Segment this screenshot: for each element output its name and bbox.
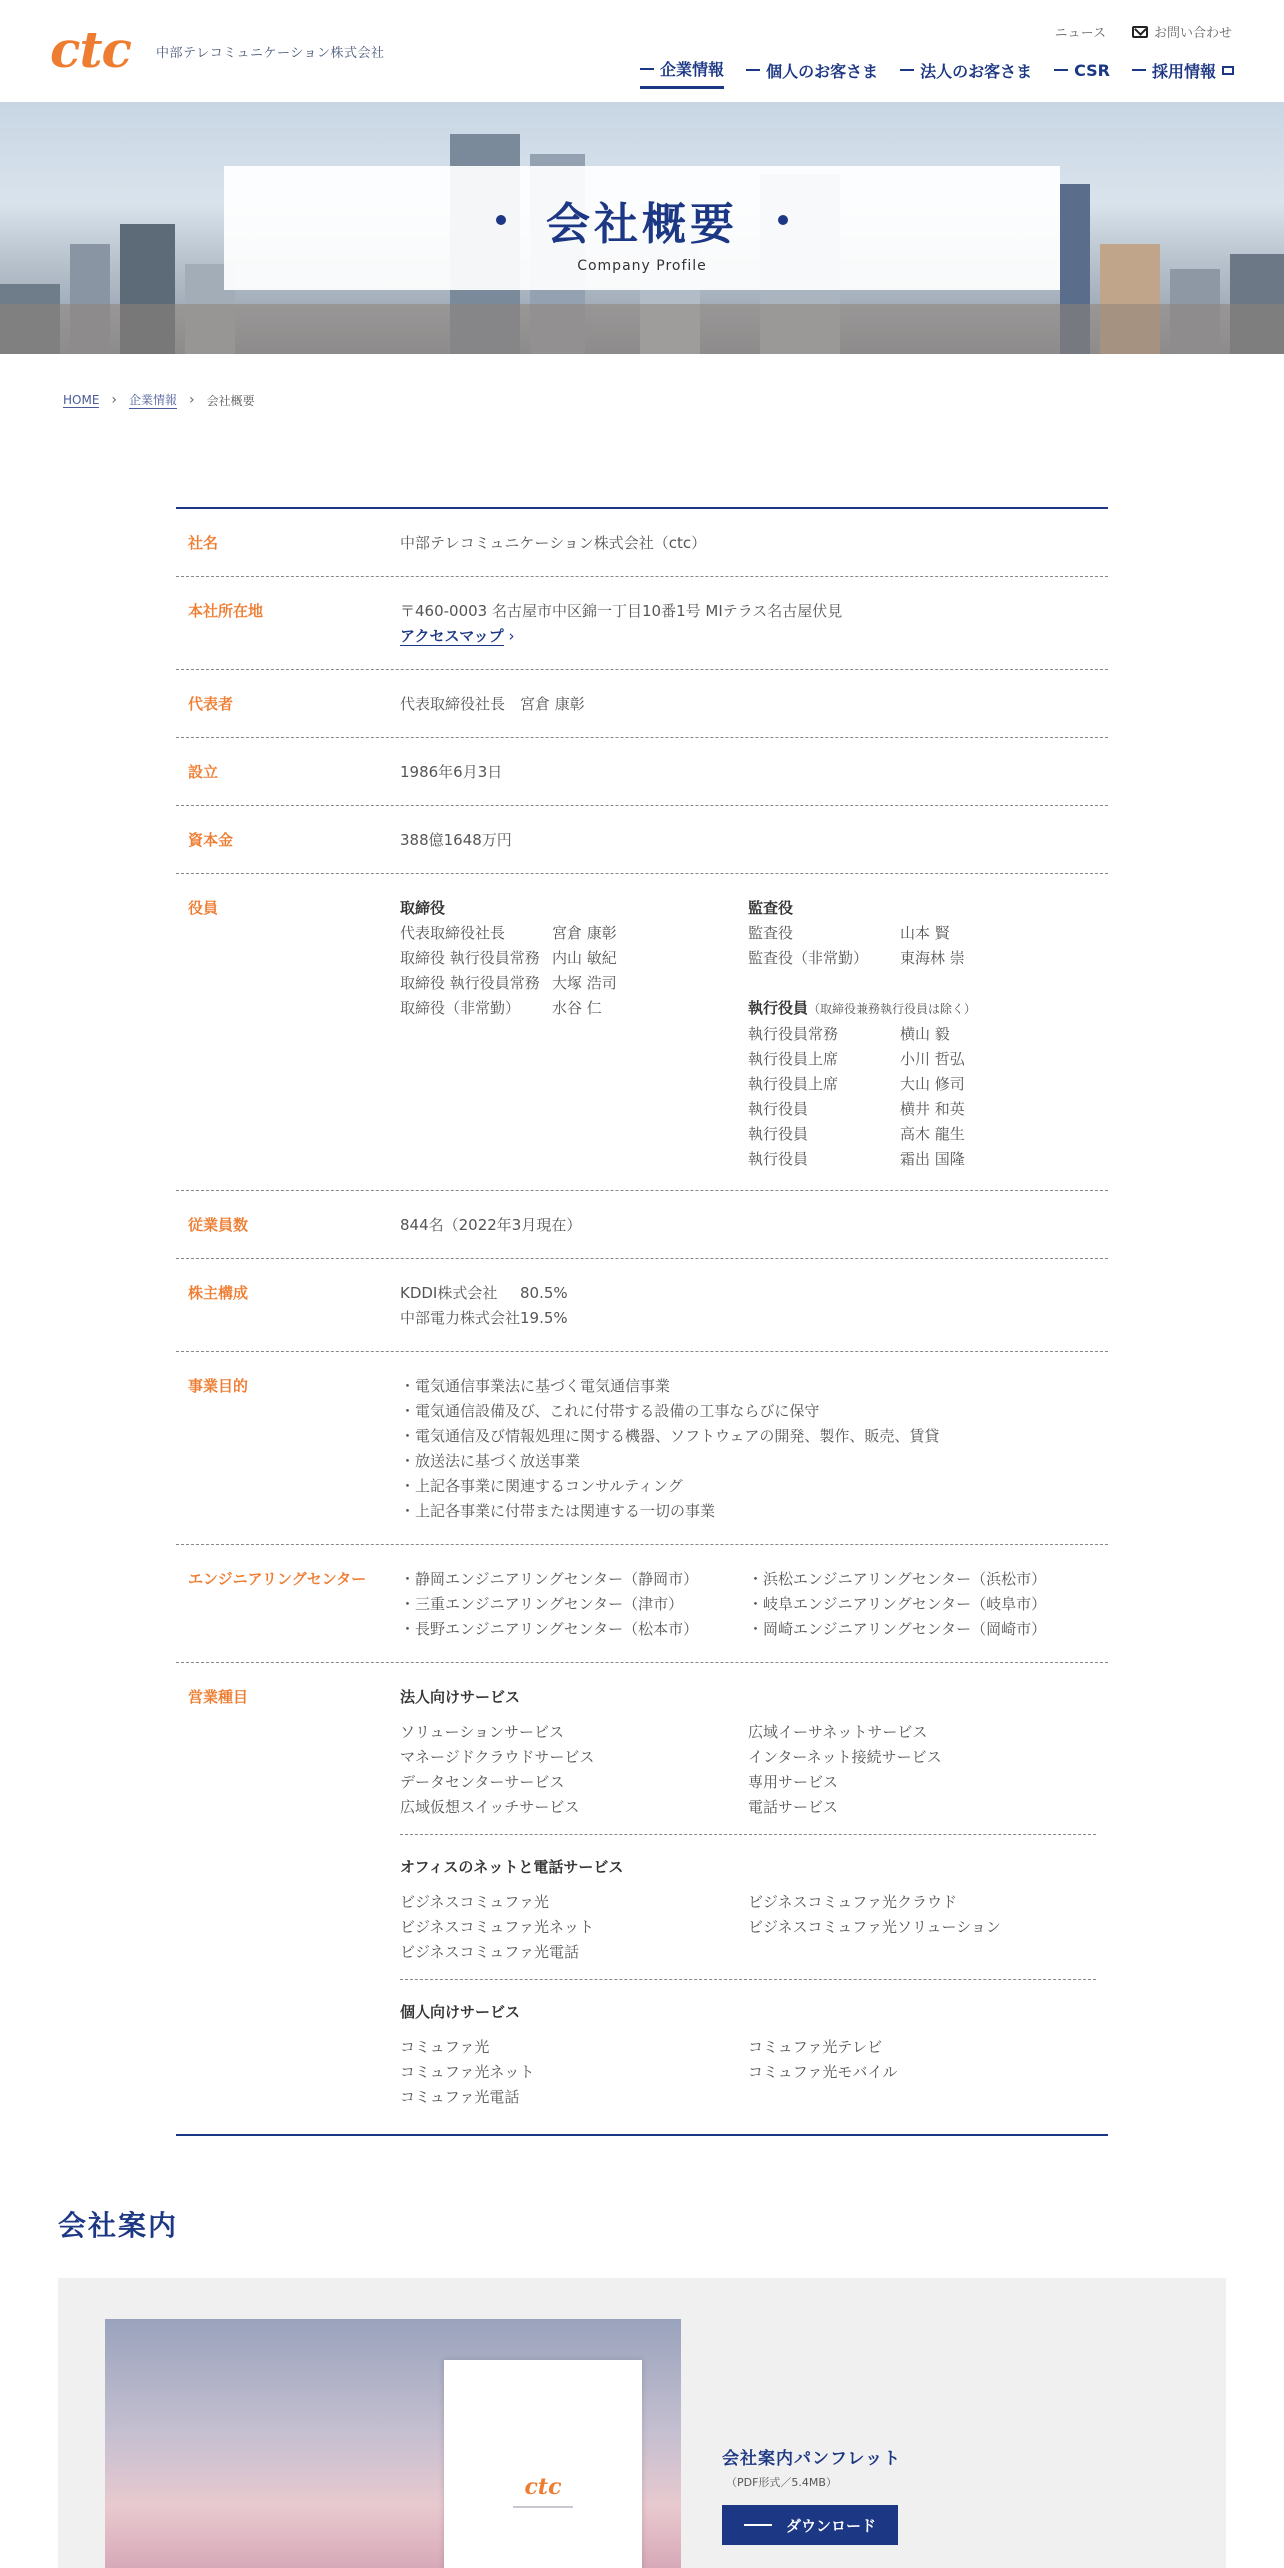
page-title xyxy=(224,188,1060,252)
breadcrumb-current: 会社概要 xyxy=(206,393,255,408)
purpose-item: ・上記各事業に付帯または関連する一切の事業 xyxy=(400,1502,716,1520)
directors-heading: 取締役 xyxy=(400,899,446,917)
officer-item: 執行役員 霜出 国隆 xyxy=(748,1150,965,1168)
row-company-name xyxy=(176,509,1108,577)
nav-label: 法人のお客さま xyxy=(920,61,1033,81)
executives-heading: 執行役員（取締役兼務執行役員は除く） xyxy=(748,999,977,1017)
shareholder-item: 中部電力株式会社 19.5% xyxy=(400,1309,568,1327)
row-officers xyxy=(176,874,1108,1191)
breadcrumb-corporate-info[interactable]: 企業情報 xyxy=(129,393,178,407)
pamphlet-cover xyxy=(444,2360,642,2568)
pamphlet-ctc-logo: ctc xyxy=(524,2474,562,2500)
dash-icon xyxy=(1132,69,1146,71)
contact-link[interactable] xyxy=(1132,22,1232,41)
service-group xyxy=(400,1685,1096,1834)
row-label: 株主構成 xyxy=(188,1284,249,1302)
city-ground xyxy=(0,304,1284,354)
hero-title-box xyxy=(224,166,1060,290)
service-item: データセンターサービス xyxy=(400,1773,565,1791)
officer-item: 執行役員常務 横山 毅 xyxy=(748,1025,950,1043)
nav-label: 企業情報 xyxy=(660,60,725,79)
service-item: 専用サービス xyxy=(748,1773,839,1791)
bullet-dot-icon xyxy=(496,215,506,225)
service-item: マネージドクラウドサービス xyxy=(400,1748,595,1766)
row-label: 事業目的 xyxy=(188,1377,249,1395)
pamphlet-file-info: （PDF形式／5.4MB） xyxy=(726,2476,837,2489)
engineering-center-item: ・岐阜エンジニアリングセンター（岐阜市） xyxy=(748,1595,1047,1613)
breadcrumb-home[interactable]: HOME xyxy=(63,392,100,407)
row-label: 役員 xyxy=(188,899,219,917)
purpose-item: ・電気通信及び情報処理に関する機器、ソフトウェアの開発、製作、販売、賃貸 xyxy=(400,1427,940,1445)
row-address xyxy=(176,577,1108,670)
row-value: 代表取締役社長 宮倉 康彰 xyxy=(400,695,585,713)
row-shareholders xyxy=(176,1259,1108,1352)
global-nav xyxy=(640,57,1234,89)
download-button[interactable] xyxy=(722,2505,898,2545)
engineering-center-item: ・三重エンジニアリングセンター（津市） xyxy=(400,1595,684,1613)
engineering-center-item: ・長野エンジニアリングセンター（松本市） xyxy=(400,1620,699,1638)
chevron-right-icon: › xyxy=(508,627,515,645)
pamphlet-image xyxy=(105,2319,681,2568)
engineering-center-item: ・静岡エンジニアリングセンター（静岡市） xyxy=(400,1570,699,1588)
officer-item: 監査役（非常勤） 東海林 崇 xyxy=(748,949,965,967)
company-name: 中部テレコミュニケーション株式会社 xyxy=(156,46,385,61)
service-item: 広域イーサネットサービス xyxy=(748,1723,928,1741)
nav-label: CSR xyxy=(1074,60,1110,80)
nav-csr[interactable] xyxy=(1054,57,1110,89)
service-item: ビジネスコミュファ光クラウド xyxy=(748,1893,957,1911)
download-label: ダウンロード xyxy=(785,2516,876,2535)
officer-item: 監査役 山本 賢 xyxy=(748,924,950,942)
row-engineering-centers xyxy=(176,1545,1108,1663)
dash-icon xyxy=(744,2524,772,2526)
service-item: コミュファ光テレビ xyxy=(748,2038,883,2056)
pamphlet-decor-line xyxy=(513,2506,573,2508)
row-representative xyxy=(176,670,1108,738)
service-item: コミュファ光モバイル xyxy=(748,2063,898,2081)
service-group-title: 個人向けサービス xyxy=(400,2003,521,2021)
service-group xyxy=(400,1834,1096,1979)
dash-icon xyxy=(1054,69,1068,71)
officer-item: 執行役員上席 大山 修司 xyxy=(748,1075,965,1093)
hero-banner xyxy=(0,102,1284,354)
row-founded xyxy=(176,738,1108,806)
mail-icon xyxy=(1132,26,1148,38)
ctc-logo[interactable]: ctc xyxy=(50,20,131,79)
officer-item: 取締役 執行役員常務 内山 敏紀 xyxy=(400,949,617,967)
service-item: コミュファ光 xyxy=(400,2038,490,2056)
utility-nav xyxy=(1055,22,1232,41)
service-item: インターネット接続サービス xyxy=(748,1748,942,1766)
page-subtitle: Company Profile xyxy=(577,258,707,274)
row-label: 社名 xyxy=(188,534,219,552)
row-value: 〒460-0003 名古屋市中区錦一丁目10番1号 MIテラス名古屋伏見 xyxy=(400,602,843,620)
service-group-title: オフィスのネットと電話サービス xyxy=(400,1858,624,1876)
officer-item: 取締役 執行役員常務 大塚 浩司 xyxy=(400,974,617,992)
officer-item: 執行役員上席 小川 哲弘 xyxy=(748,1050,965,1068)
access-map-link[interactable]: アクセスマップ xyxy=(400,627,504,645)
service-item: ソリューションサービス xyxy=(400,1723,564,1741)
row-purpose xyxy=(176,1352,1108,1545)
service-item: 電話サービス xyxy=(748,1798,839,1816)
pamphlet-title: 会社案内パンフレット xyxy=(722,2449,902,2469)
row-value: 1986年6月3日 xyxy=(400,763,503,781)
engineering-center-item: ・浜松エンジニアリングセンター（浜松市） xyxy=(748,1570,1047,1588)
nav-label: 採用情報 xyxy=(1151,61,1216,81)
executives-note: （取締役兼務執行役員は除く） xyxy=(808,1002,977,1016)
site-header xyxy=(0,0,1284,102)
service-item: コミュファ光電話 xyxy=(400,2088,520,2106)
officer-item: 執行役員 横井 和英 xyxy=(748,1100,965,1118)
row-value: 844名（2022年3月現在） xyxy=(400,1216,582,1234)
dash-icon xyxy=(900,69,914,71)
officer-item: 取締役（非常勤） 水谷 仁 xyxy=(400,999,602,1017)
bullet-dot-icon xyxy=(778,215,788,225)
row-label: 資本金 xyxy=(188,831,234,849)
service-item: ビジネスコミュファ光ソリューション xyxy=(748,1918,1001,1936)
nav-business[interactable] xyxy=(900,57,1032,89)
nav-corporate-info[interactable] xyxy=(640,57,724,89)
purpose-item: ・上記各事業に関連するコンサルティング xyxy=(400,1477,683,1495)
external-window-icon xyxy=(1222,66,1234,75)
contact-label: お問い合わせ xyxy=(1153,26,1232,41)
company-profile-table xyxy=(176,507,1108,2136)
row-label: 従業員数 xyxy=(188,1216,249,1234)
row-services xyxy=(176,1663,1108,2134)
row-label: エンジニアリングセンター xyxy=(188,1570,367,1588)
dash-icon xyxy=(746,69,760,71)
purpose-item: ・放送法に基づく放送事業 xyxy=(400,1452,581,1470)
breadcrumb xyxy=(63,391,255,409)
officer-item: 代表取締役社長 宮倉 康彰 xyxy=(400,924,617,942)
row-capital xyxy=(176,806,1108,874)
purpose-item: ・電気通信事業法に基づく電気通信事業 xyxy=(400,1377,671,1395)
row-employees xyxy=(176,1191,1108,1259)
service-item: ビジネスコミュファ光電話 xyxy=(400,1943,579,1961)
service-item: ビジネスコミュファ光ネット xyxy=(400,1918,594,1936)
officer-item: 執行役員 高木 龍生 xyxy=(748,1125,965,1143)
row-label: 設立 xyxy=(188,763,219,781)
purpose-item: ・電気通信設備及び、これに付帯する設備の工事ならびに保守 xyxy=(400,1402,820,1420)
service-group-title: 法人向けサービス xyxy=(400,1688,521,1706)
engineering-center-item: ・岡崎エンジニアリングセンター（岡崎市） xyxy=(748,1620,1047,1638)
page-title-text: 会社概要 xyxy=(546,199,738,250)
row-value: 388億1648万円 xyxy=(400,831,512,849)
company-guide-panel xyxy=(58,2278,1226,2568)
row-label: 本社所在地 xyxy=(188,602,264,620)
auditors-heading: 監査役 xyxy=(748,899,794,917)
nav-recruit[interactable] xyxy=(1132,57,1234,89)
shareholder-item: KDDI株式会社 80.5% xyxy=(400,1284,568,1302)
news-link[interactable]: ニュース xyxy=(1054,26,1106,41)
row-label: 営業種目 xyxy=(188,1688,249,1706)
row-label: 代表者 xyxy=(188,695,234,713)
dash-icon xyxy=(640,68,654,70)
service-item: 広域仮想スイッチサービス xyxy=(400,1798,580,1816)
nav-personal[interactable] xyxy=(746,57,878,89)
service-group xyxy=(400,1979,1096,2124)
chevron-right-icon: › xyxy=(189,392,195,408)
service-item: ビジネスコミュファ光 xyxy=(400,1893,549,1911)
chevron-right-icon: › xyxy=(111,392,118,408)
service-item: コミュファ光ネット xyxy=(400,2063,535,2081)
nav-label: 個人のお客さま xyxy=(766,61,879,81)
company-guide-heading: 会社案内 xyxy=(58,2209,179,2242)
row-value: 中部テレコミュニケーション株式会社（ctc） xyxy=(400,534,707,552)
